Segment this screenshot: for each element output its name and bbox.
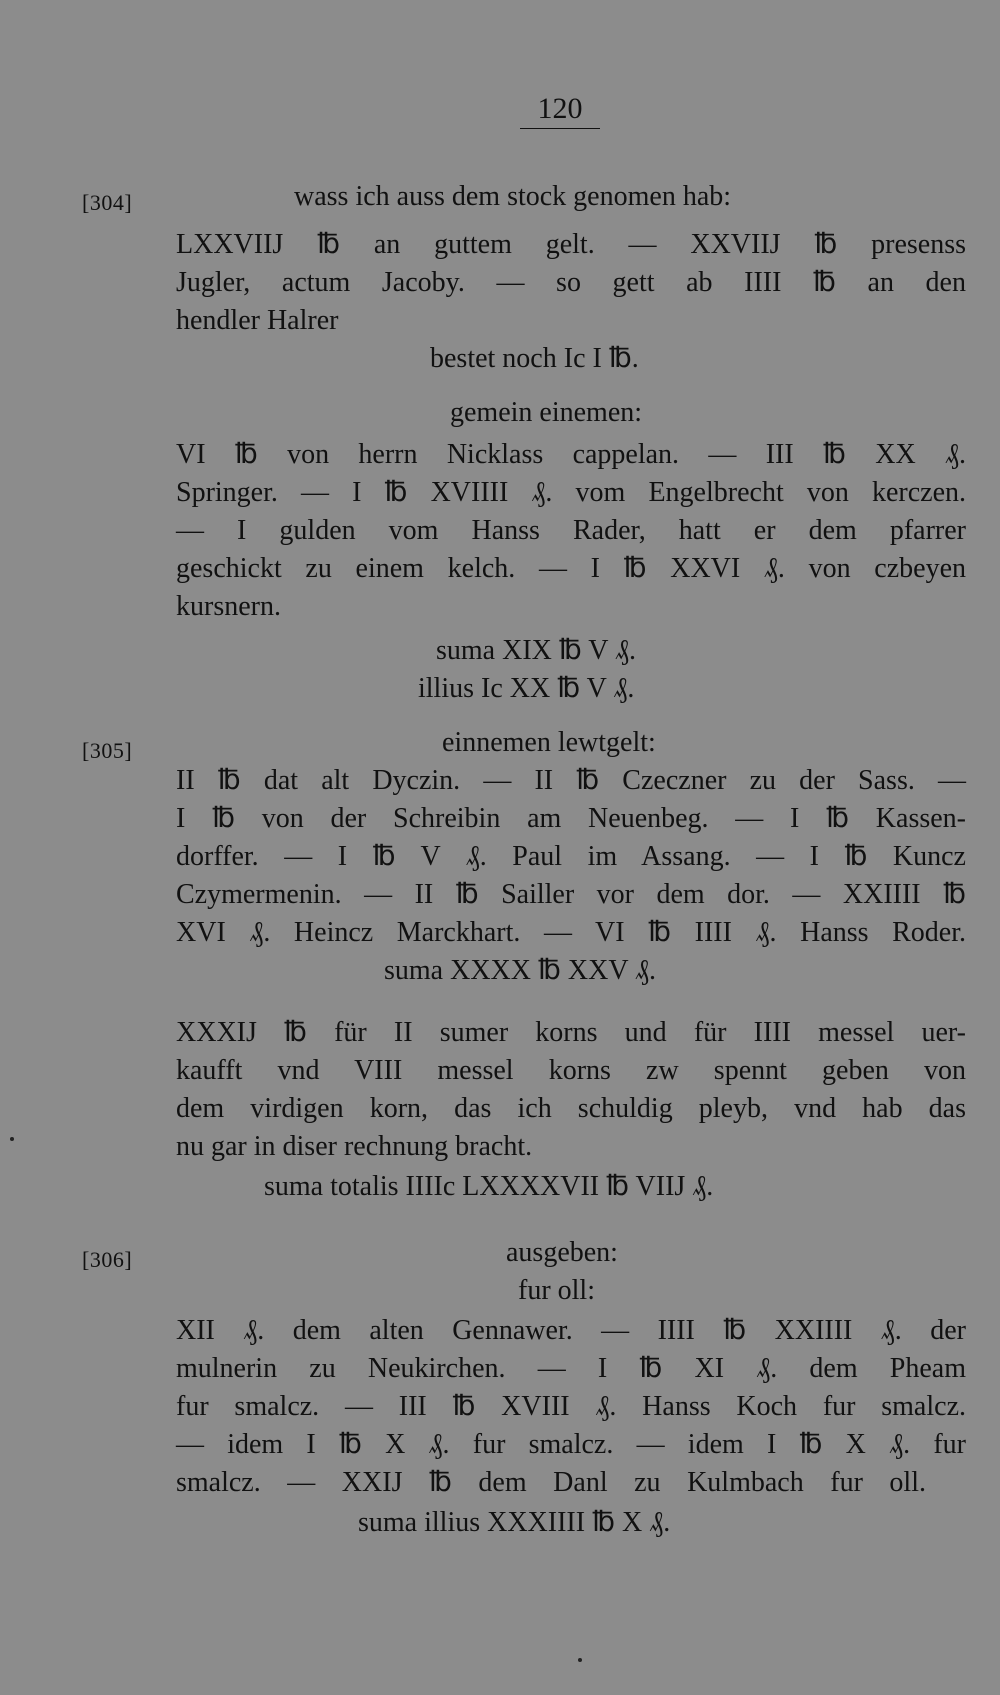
sum-line: suma XXXX ℔ XXV ₰. [384, 955, 657, 986]
text-line: Czymermenin. — II ℔ Sailler vor dem dor. — XXIIII ℔ [176, 879, 966, 910]
text-line: dorffer. — I ℔ V ₰. Paul im Assang. — I ℔ Kuncz [176, 841, 966, 872]
text-line: II ℔ dat alt Dyczin. — II ℔ Czeczner zu der Sass. — [176, 765, 966, 796]
text-line: dem virdigen korn, das ich schuldig pleyb, vnd hab das [176, 1093, 966, 1124]
scan-speck [10, 1137, 14, 1141]
scan-speck [578, 1658, 582, 1662]
sum-line: suma illius XXXIIII ℔ X ₰. [358, 1507, 671, 1538]
text-line: nu gar in diser rechnung bracht. [176, 1131, 533, 1162]
entry-heading: einnemen lewtgelt: [442, 727, 656, 758]
text-line: I ℔ von der Schreibin am Neuenbeg. — I ℔ Kassen- [176, 803, 966, 834]
text-line: Jugler, actum Jacoby. — so gett ab IIII ℔ an den [176, 267, 966, 298]
entry-heading: gemein einemen: [450, 397, 643, 428]
text-line: Springer. — I ℔ XVIIII ₰. vom Engelbrecht von kerczen. [176, 477, 966, 508]
text-line: geschickt zu einem kelch. — I ℔ XXVI ₰. von czbeyen [176, 553, 966, 584]
total-line: suma totalis IIIIc LXXXXVII ℔ VIIJ ₰. [264, 1171, 714, 1202]
section-number-306: [306] [82, 1247, 133, 1272]
entry-subheading: fur oll: [518, 1275, 595, 1306]
sum-line: suma XIX ℔ V ₰. [436, 635, 636, 666]
text-line: kaufft vnd VIII messel korns zw spennt geben von [176, 1055, 966, 1086]
text-line: — idem I ℔ X ₰. fur smalcz. — idem I ℔ X ₰. fur [176, 1429, 966, 1460]
text-line: mulnerin zu Neukirchen. — I ℔ XI ₰. dem Pheam [176, 1353, 966, 1384]
text-line: XII ₰. dem alten Gennawer. — IIII ℔ XXIIII ₰. der [176, 1315, 966, 1346]
page-number: 120 [520, 92, 600, 129]
text-line: LXXVIIJ ℔ an guttem gelt. — XXVIIJ ℔ presenss [176, 229, 966, 260]
text-line: hendler Halrer [176, 305, 339, 336]
section-number-305: [305] [82, 738, 133, 763]
entry-heading: wass ich auss dem stock genomen hab: [294, 181, 732, 212]
text-line: VI ℔ von herrn Nicklass cappelan. — III ℔ XX ₰. [176, 439, 966, 470]
text-line: — I gulden vom Hanss Rader, hatt er dem pfarrer [176, 515, 966, 546]
text-line: fur smalcz. — III ℔ XVIII ₰. Hanss Koch fur smalcz. [176, 1391, 966, 1422]
text-line: XXXIJ ℔ für II sumer korns und für IIII messel uer- [176, 1017, 966, 1048]
entry-heading: ausgeben: [506, 1237, 618, 1268]
text-line: kursnern. [176, 591, 281, 622]
text-line: XVI ₰. Heincz Marckhart. — VI ℔ IIII ₰. Hanss Roder. [176, 917, 966, 948]
sum-line: illius Ic XX ℔ V ₰. [418, 673, 635, 704]
text-line: smalcz. — XXIJ ℔ dem Danl zu Kulmbach fur oll. [176, 1467, 926, 1498]
section-number-304: [304] [82, 190, 133, 215]
subtotal-line: bestet noch Ic I ℔. [430, 343, 639, 374]
